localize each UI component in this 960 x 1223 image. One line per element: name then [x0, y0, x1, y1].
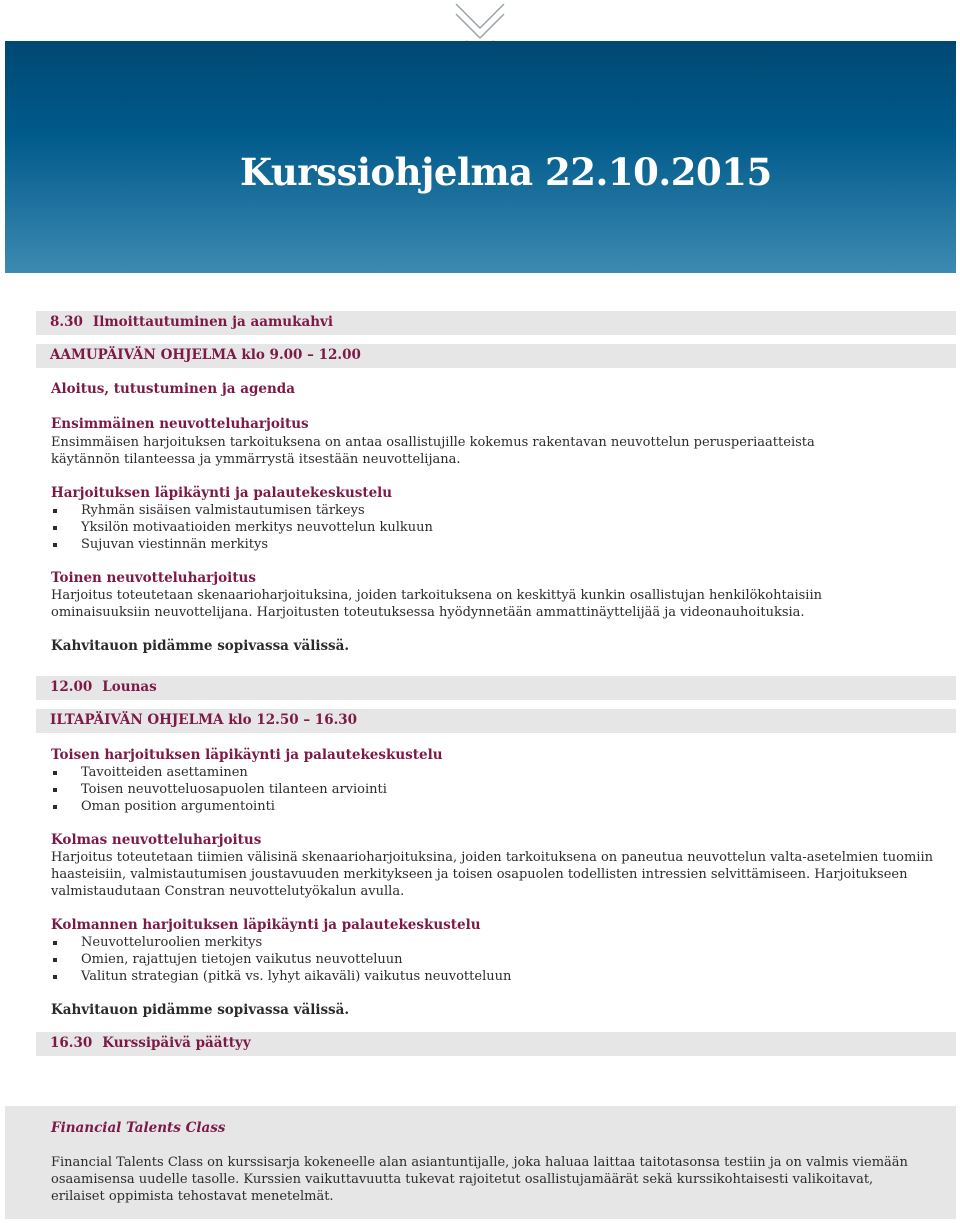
registration-bar — [36, 311, 956, 335]
footer-text: Financial Talents Class on kurssisarja kokeneelle alan asiantuntijalle, joka haluaa laittaa taitotasonsa testiin ja on valmis viemään osaamisensa uudelle tasolle. Kurssien vaikuttavuutta tukevat rajoitetut osallistujamäärät sekä kurssikohtaisesti valikoitavat, erilaiset oppimista tehostavat menetelmät. — [51, 1155, 908, 1204]
morning-heading: AAMUPÄIVÄN OHJELMA klo 9.00 – 12.00 — [50, 347, 361, 363]
list-item: Sujuvan viestinnän merkitys — [51, 536, 433, 553]
exercise3-line-3: valmistaudutaan Constran neuvottelutyökalun avulla. — [51, 884, 405, 899]
end-label: Kurssipäivä päättyy — [102, 1035, 251, 1051]
page-title: Kurssiohjelma 22.10.2015 — [240, 150, 772, 194]
intro-heading: Aloitus, tutustuminen ja agenda — [51, 381, 295, 397]
list-item: Oman position argumentointi — [51, 798, 387, 815]
list-item: Neuvotteluroolien merkitys — [51, 934, 511, 951]
exercise3-line-2: haasteisiin, valmistautumisen joustavuuden merkitykseen ja toisen osapuolen todellisten intressien selvittämiseen. Harjoitukseen — [51, 867, 908, 882]
list-item: Tavoitteiden asettaminen — [51, 764, 387, 781]
exercise2-line-2: ominaisuuksiin neuvottelijana. Harjoitusten toteutuksessa hyödynnetään ammattinäyttelijää ja videonauhoituksia. — [51, 605, 805, 620]
list-item: Toisen neuvotteluosapuolen tilanteen arviointi — [51, 781, 387, 798]
exercise3-line-1: Harjoitus toteutetaan tiimien välisinä skenaarioharjoituksina, joiden tarkoituksena on paneutua neuvottelun valta-asetelmien tuomiin — [51, 850, 934, 865]
review3-list — [51, 934, 511, 985]
exercise1-line-1: Ensimmäisen harjoituksen tarkoituksena on antaa osallistujille kokemus rakentavan neuvottelun perusperiaatteista — [51, 435, 815, 450]
exercise1-title: Ensimmäinen neuvotteluharjoitus — [51, 416, 309, 432]
list-item: Yksilön motivaatioiden merkitys neuvottelun kulkuun — [51, 519, 433, 536]
footer-box — [5, 1106, 956, 1219]
registration-label: Ilmoittautuminen ja aamukahvi — [92, 314, 333, 330]
footer-title: Financial Talents Class — [51, 1120, 226, 1136]
morning-heading-bar — [36, 344, 956, 368]
list-item: Omien, rajattujen tietojen vaikutus neuvotteluun — [51, 951, 511, 968]
review3-title: Kolmannen harjoituksen läpikäynti ja palautekeskustelu — [51, 917, 481, 933]
review2-list — [51, 764, 387, 815]
coffee-note-2: Kahvitauon pidämme sopivassa välissä. — [51, 1002, 350, 1018]
list-item: Valitun strategian (pitkä vs. lyhyt aikaväli) vaikutus neuvotteluun — [51, 968, 511, 985]
list-item: Ryhmän sisäisen valmistautumisen tärkeys — [51, 502, 433, 519]
exercise2-title: Toinen neuvotteluharjoitus — [51, 570, 256, 586]
review1-title: Harjoituksen läpikäynti ja palautekeskustelu — [51, 485, 393, 501]
lunch-label: Lounas — [102, 679, 157, 695]
registration-time: 8.30 — [50, 314, 83, 330]
exercise2-line-1: Harjoitus toteutetaan skenaarioharjoituksina, joiden tarkoituksena on keskittyä kunkin osallistujan henkilökohtaisiin — [51, 588, 822, 603]
lunch-bar — [36, 676, 956, 700]
afternoon-heading: ILTAPÄIVÄN OHJELMA klo 12.50 – 16.30 — [50, 712, 358, 728]
review1-list — [51, 502, 433, 553]
exercise3-title: Kolmas neuvotteluharjoitus — [51, 832, 262, 848]
exercise1-line-2: käytännön tilanteessa ja ymmärrystä itsestään neuvottelijana. — [51, 452, 461, 467]
coffee-note-1: Kahvitauon pidämme sopivassa välissä. — [51, 638, 350, 654]
afternoon-heading-bar — [36, 709, 956, 733]
lunch-time: 12.00 — [50, 679, 93, 695]
end-bar — [36, 1032, 956, 1056]
review2-title: Toisen harjoituksen läpikäynti ja palautekeskustelu — [51, 747, 443, 763]
end-time: 16.30 — [50, 1035, 93, 1051]
